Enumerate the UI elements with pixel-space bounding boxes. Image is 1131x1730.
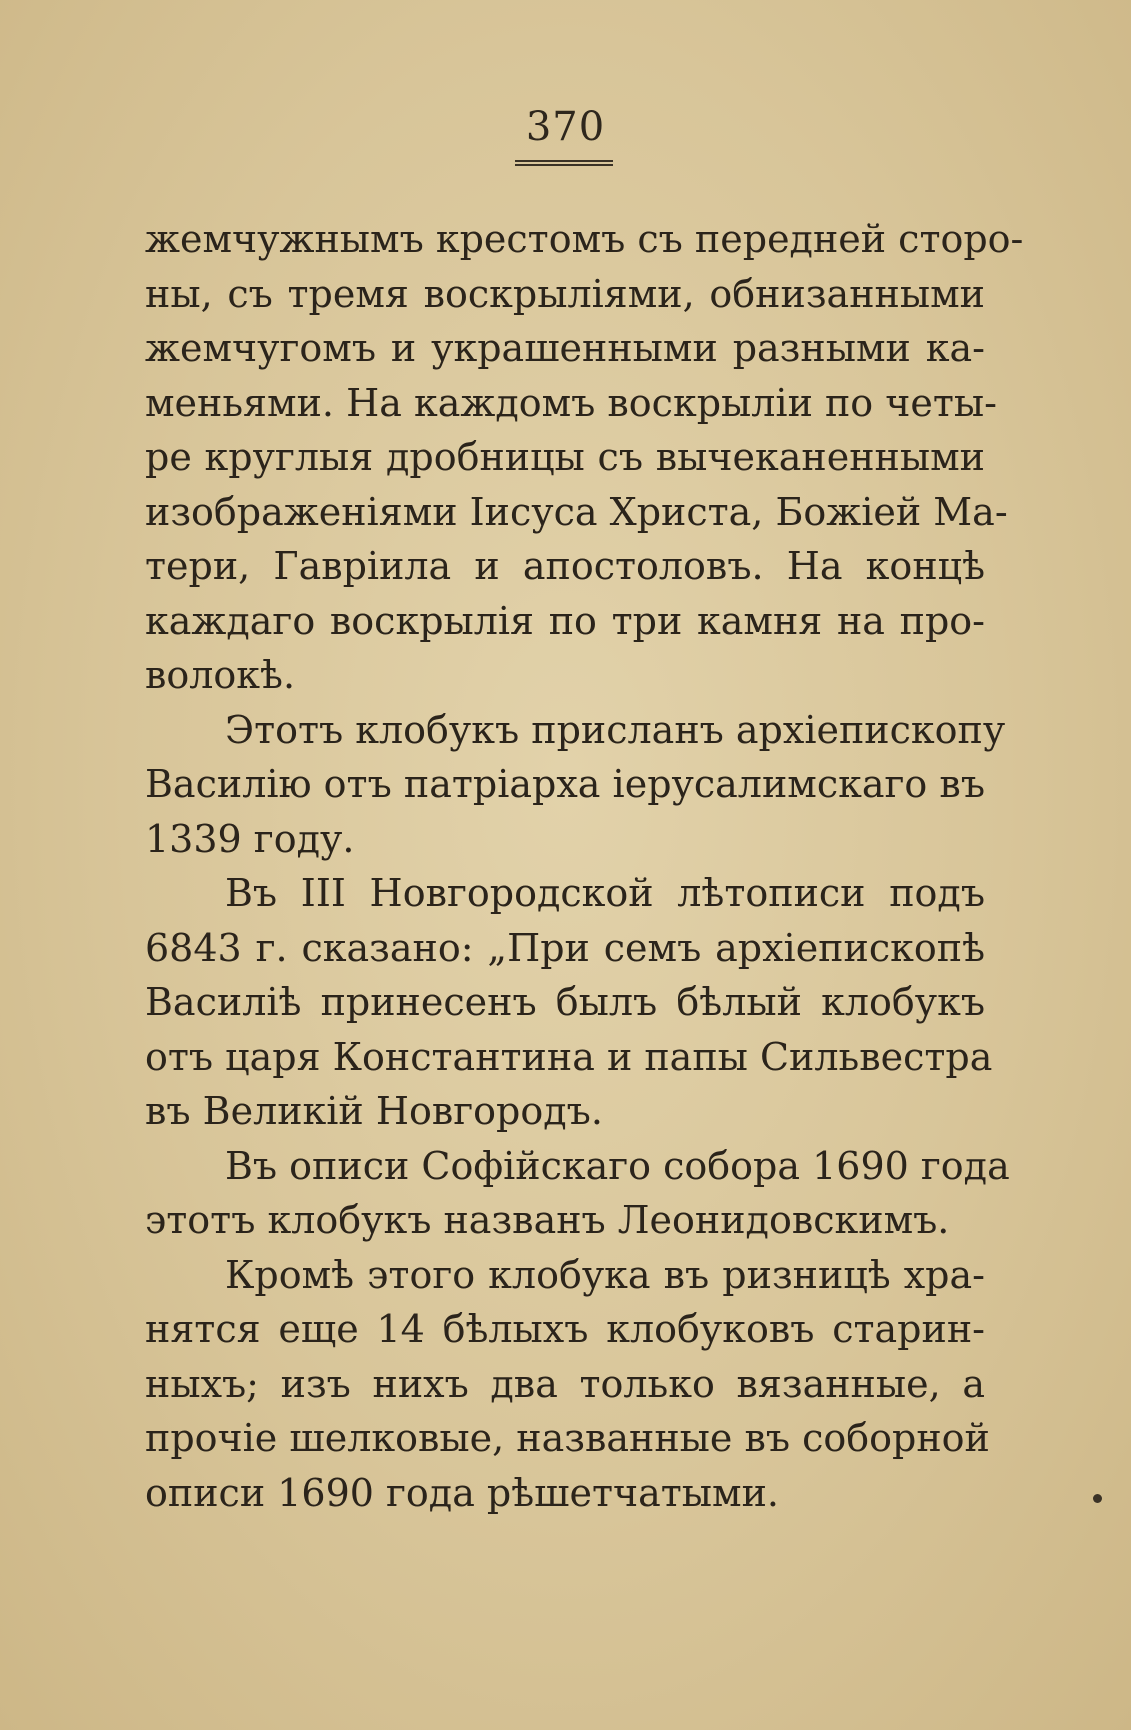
- text-line: Въ описи Софійскаго собора 1690 года: [225, 1143, 1010, 1188]
- text-line: прочіе шелковые, названные въ соборной: [145, 1416, 990, 1460]
- text-line: жемчугомъ и украшенными разными ка-: [145, 326, 985, 370]
- text-line: Василіѣ принесенъ былъ бѣлый клобукъ: [145, 980, 985, 1024]
- text-line: Этотъ клобукъ присланъ архіепископу: [225, 707, 1006, 752]
- text-line: описи 1690 года рѣшетчатыми.: [145, 1470, 780, 1515]
- text-line: Въ III Новгородской лѣтописи подъ: [225, 871, 985, 915]
- text-line: отъ царя Константина и папы Сильвестра: [145, 1034, 993, 1079]
- text-line: меньями. На каждомъ воскрыліи по четы-: [145, 380, 997, 425]
- page-number-rule: [515, 160, 613, 166]
- page-number: 370: [525, 104, 606, 150]
- text-line: каждаго воскрылія по три камня на про-: [145, 598, 985, 643]
- ink-dot: [1093, 1494, 1102, 1503]
- text-line: этотъ клобукъ названъ Леонидовскимъ.: [145, 1198, 950, 1242]
- text-line: волокѣ.: [145, 653, 296, 697]
- text-line: Василію отъ патріарха іерусалимскаго въ: [145, 762, 985, 806]
- text-line: жемчужнымъ крестомъ съ передней сторо-: [145, 217, 1024, 261]
- text-line: ны, съ тремя воскрыліями, обнизанными: [145, 271, 985, 316]
- text-line: ре круглыя дробницы съ вычеканенными: [145, 435, 985, 479]
- text-line: 1339 году.: [145, 816, 355, 861]
- text-line: Кромѣ этого клобука въ ризницѣ хра-: [225, 1252, 985, 1297]
- text-line: тери, Гавріила и апостоловъ. На концѣ: [145, 544, 985, 588]
- text-line: изображеніями Іисуса Христа, Божіей Ма-: [145, 489, 1008, 534]
- body-text: [145, 212, 1024, 1520]
- text-line: въ Великій Новгородъ.: [145, 1089, 603, 1133]
- text-line: 6843 г. сказано: „При семъ архіепископѣ: [145, 925, 985, 970]
- text-line: нятся еще 14 бѣлыхъ клобуковъ старин-: [145, 1307, 985, 1351]
- text-line: ныхъ; изъ нихъ два только вязанные, а: [145, 1361, 985, 1406]
